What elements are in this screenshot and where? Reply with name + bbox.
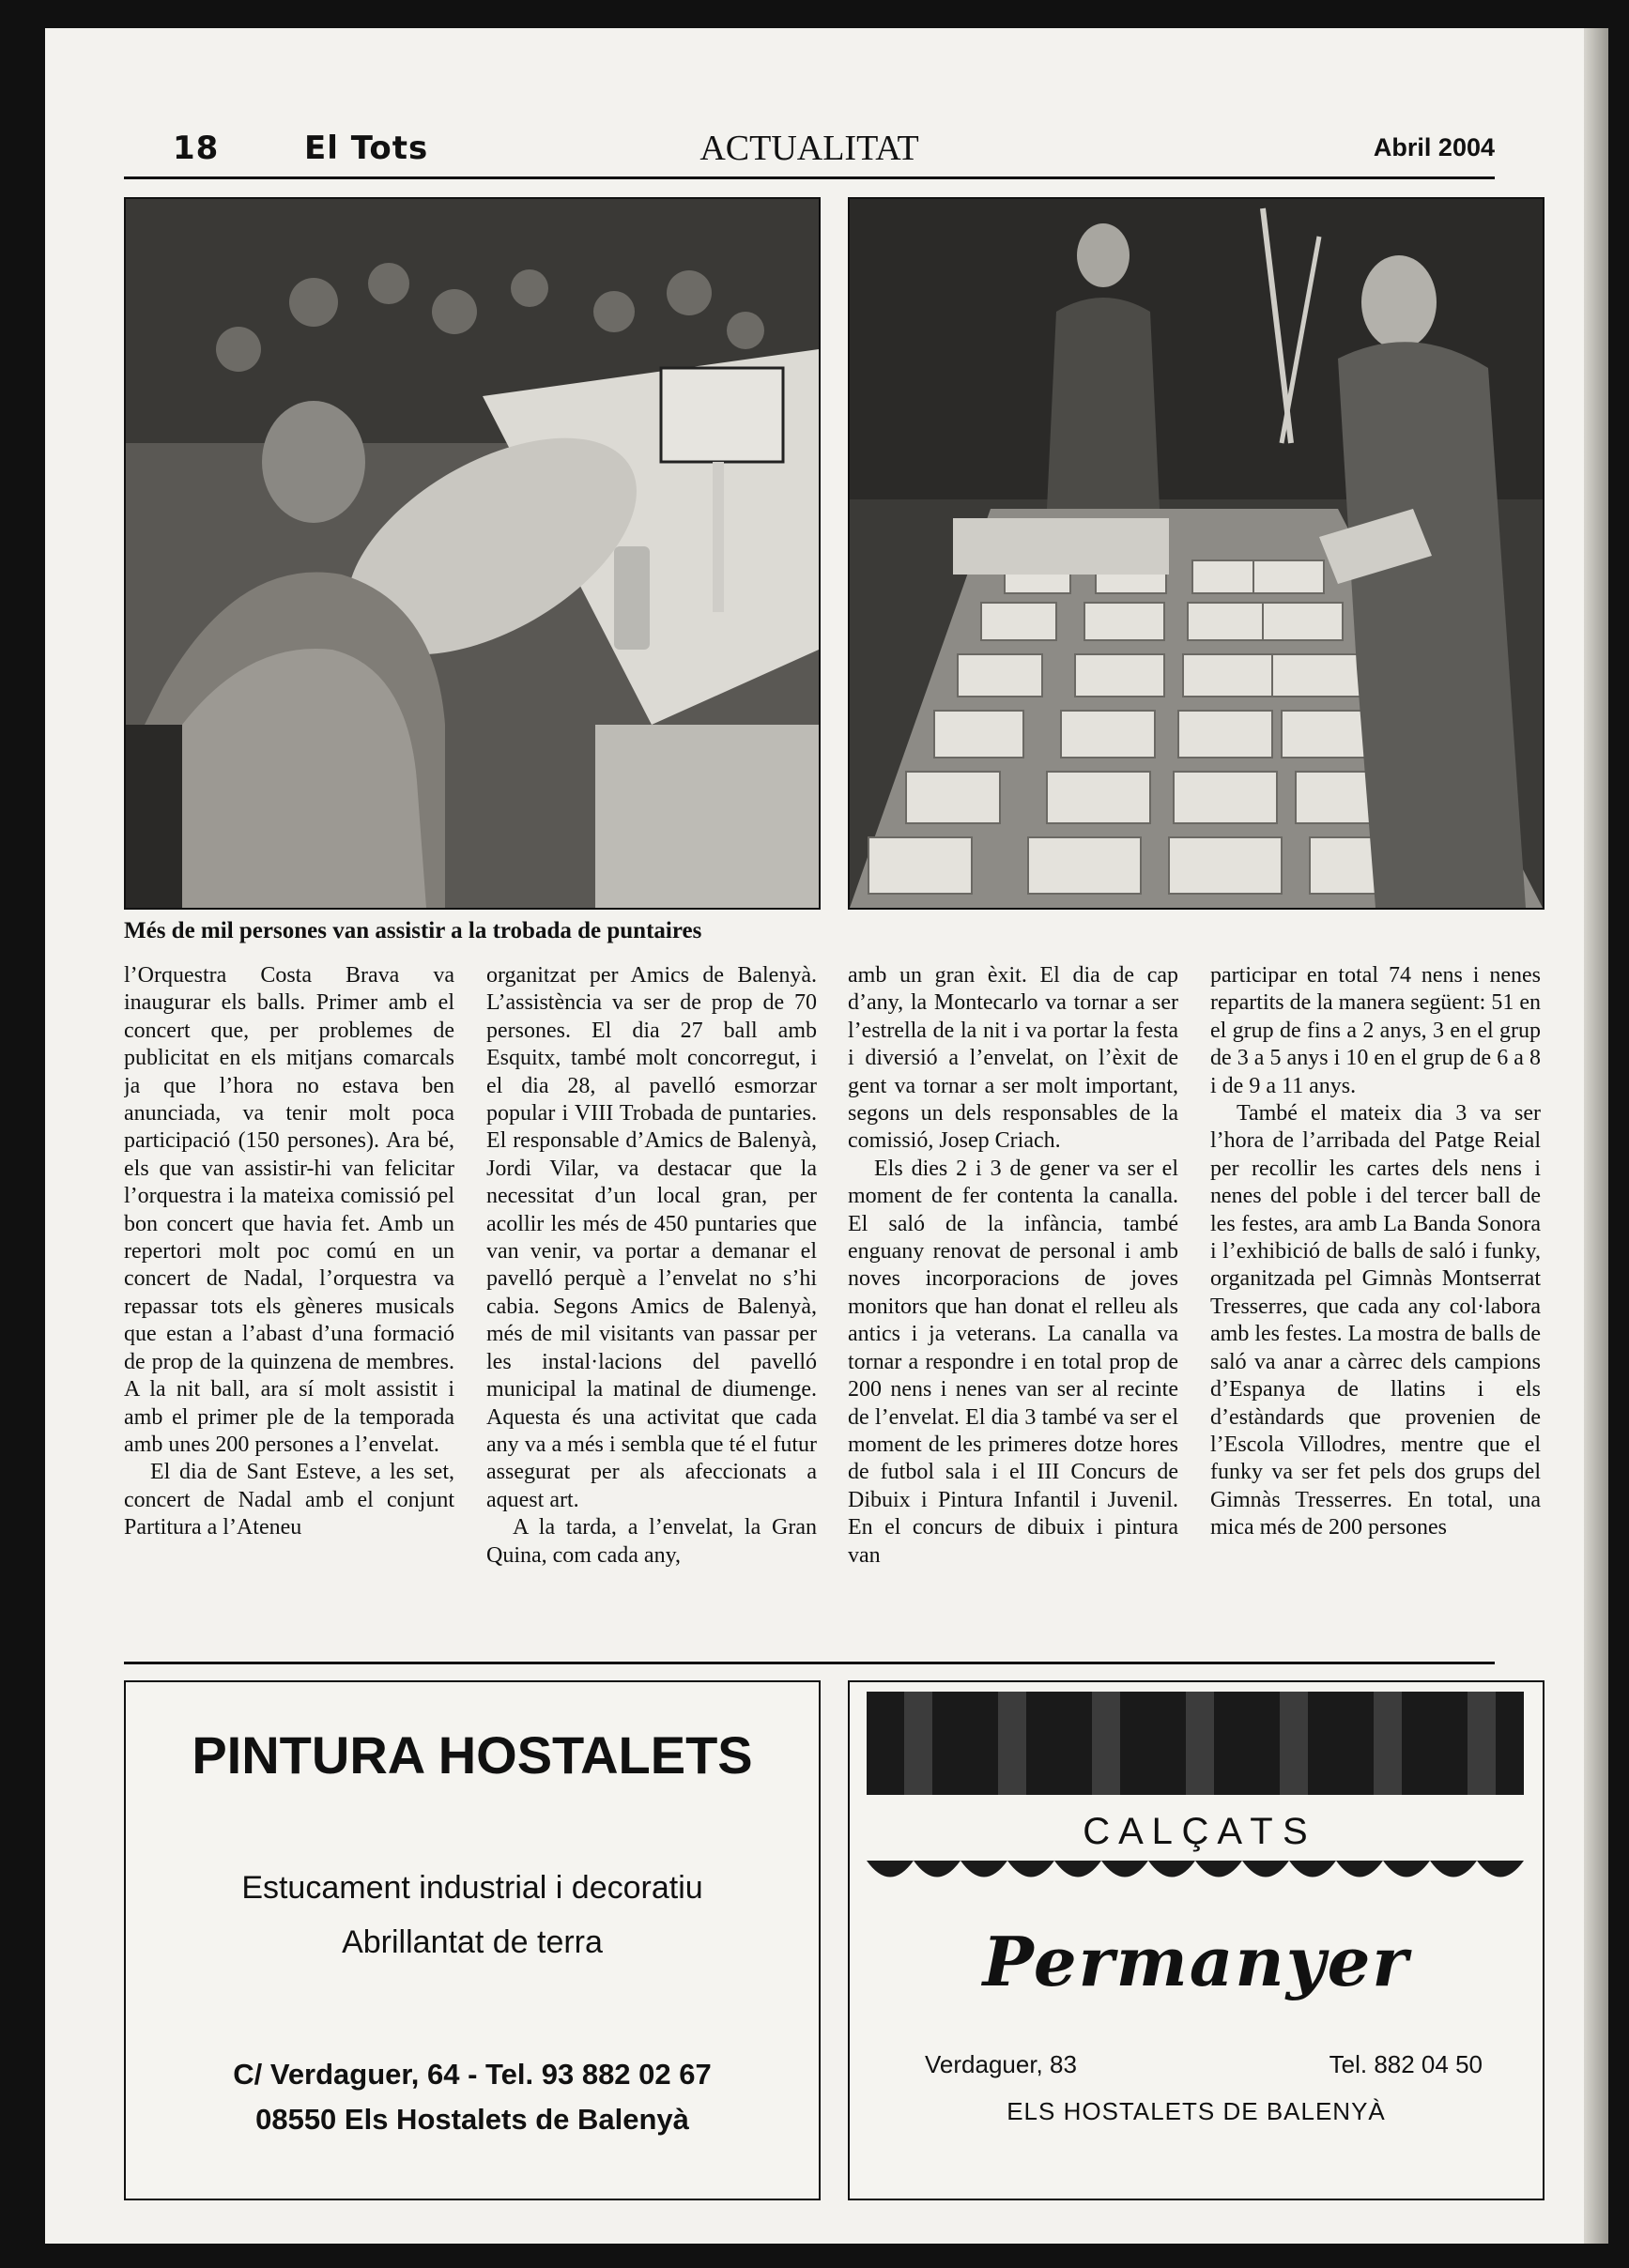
paragraph: amb un gran èxit. El dia de cap d’any, la Montecarlo va tornar a ser l’estrella de la nit i va portar la festa i diversió a l’envelat, on l’èxit de gent va tornar a ser molt important, segons un dels responsables de la comissió, Josep Criach. xyxy=(848,963,1178,1154)
ad-brand-name: Permanyer xyxy=(982,1922,1410,2001)
paragraph: l’Orquestra Costa Brava va inaugurar els balls. Primer amb el concert que, per problemes de publicitat en els mitjans comarcals ja que l’hora no estava ben anunciada, va tenir molt poca participació (150 persones). Ara bé, els que van assistir-hi van felicitar l’orquestra i la mateixa comissió pel bon concert que havia fet. Amb un repertori molt poc comú en un concert de Nadal, l’orquestra va repassar tots els gèneres musicals que estan a l’abast d’una formació de prop de la quinzena de membres. A la nit ball, ara sí molt assistit i amb el primer ple de la temporada amb unes 200 persones a l’envelat. xyxy=(124,963,454,1457)
publication-name: El Tots xyxy=(304,130,429,167)
article-column-1 xyxy=(124,962,454,1662)
advertisement-pintura-hostalets xyxy=(124,1680,821,2200)
article-column-3 xyxy=(848,962,1178,1662)
ad-street: Verdaguer, 83 xyxy=(925,2050,1077,2078)
awning-logo xyxy=(867,1692,1524,1898)
magazine-page xyxy=(45,28,1608,2244)
page-header xyxy=(124,101,1495,179)
section-title: ACTUALITAT xyxy=(699,129,919,168)
photo-bobbin-stall xyxy=(848,197,1544,910)
paragraph: A la tarda, a l’envelat, la Gran Quina, com cada any, xyxy=(486,1515,817,1568)
ad-postal-address: 08550 Els Hostalets de Balenyà xyxy=(255,2103,689,2136)
paragraph: participar en total 74 nens i nenes repartits de la manera següent: 51 en el grup de fins a 2 anys, 3 en el grup de 3 a 5 anys i 10 en el grup de 6 a 8 i de 9 a 11 anys. xyxy=(1210,963,1541,1098)
article-column-2 xyxy=(486,962,817,1662)
ad-town: ELS HOSTALETS DE BALENYÀ xyxy=(1007,2097,1386,2125)
advertisement-calcats-permanyer xyxy=(848,1680,1544,2200)
ad-title: PINTURA HOSTALETS xyxy=(192,1725,753,1785)
page-spine xyxy=(1584,28,1608,2244)
issue-date: Abril 2004 xyxy=(1373,133,1495,161)
section-divider xyxy=(124,1662,1495,1664)
photo-lacemakers xyxy=(124,197,821,910)
paragraph: Els dies 2 i 3 de gener va ser el moment de fer contenta la canalla. El saló de la infància, també enguany renovat de personal i amb noves incorporacions de joves monitors que han donat el relleu als antics i ja veterans. La canalla va tornar a respondre i en total prop de 200 nens i nenes van ser al recinte de l’envelat. El dia 3 també va ser el moment de les primeres dotze hores de futbol sala i el III Concurs de Dibuix i Pintura Infantil i Juvenil. En el concurs de dibuix i pintura van xyxy=(848,1156,1178,1568)
ad-service-line: Abrillantat de terra xyxy=(342,1924,603,1960)
awning-text: C A L Ç A T S xyxy=(1083,1811,1308,1852)
ad-phone: Tel. 882 04 50 xyxy=(1329,2050,1483,2078)
paragraph: organitzat per Amics de Balenyà. L’assistència va ser de prop de 70 persones. El dia 27 ball amb Esquitx, també molt concorregut, i el dia 28, al pavelló esmorzar popular i VIII Trobada de puntaries. El responsable d’Amics de Balenyà, Jordi Vilar, va destacar que la necessitat d’un local gran, per acollir les més de 450 puntaries que van venir, va portar a demanar el pavelló perquè a l’envelat no s’hi cabia. Segons Amics de Balenyà, més de mil visitants van passar per les instal·lacions del pavelló municipal la matinal de diumenge. Aquesta és una activitat que cada any va a més i sembla que té el futur assegurat per als afeccionats a aquest art. xyxy=(486,963,817,1512)
paragraph: També el mateix dia 3 va ser l’hora de l’arribada del Patge Reial per recollir les cartes dels nens i nenes del poble i del tercer ball de les festes, ara amb La Banda Sonora i l’exhibició de balls de saló i funky, organitzada pel Gimnàs Montserrat Tresserres, que cada any col·labora amb les festes. La mostra de balls de saló va anar a càrrec dels campions d’Espanya de llatins i els d’estàndards que provenien de l’Escola Villodres, mentre que el funky va ser fet pels dos grups del Gimnàs Tresserres. En total, una mica més de 200 persones xyxy=(1210,1101,1541,1540)
photo-caption: Més de mil persones van assistir a la trobada de puntaires xyxy=(124,918,702,943)
ad-address: C/ Verdaguer, 64 - Tel. 93 882 02 67 xyxy=(233,2058,712,2091)
article-column-4 xyxy=(1210,962,1541,1662)
paragraph: El dia de Sant Esteve, a les set, concert de Nadal amb el conjunt Partitura a l’Ateneu xyxy=(124,1460,454,1540)
ad-service-line: Estucament industrial i decoratiu xyxy=(241,1870,703,1906)
page-number: 18 xyxy=(173,130,220,167)
